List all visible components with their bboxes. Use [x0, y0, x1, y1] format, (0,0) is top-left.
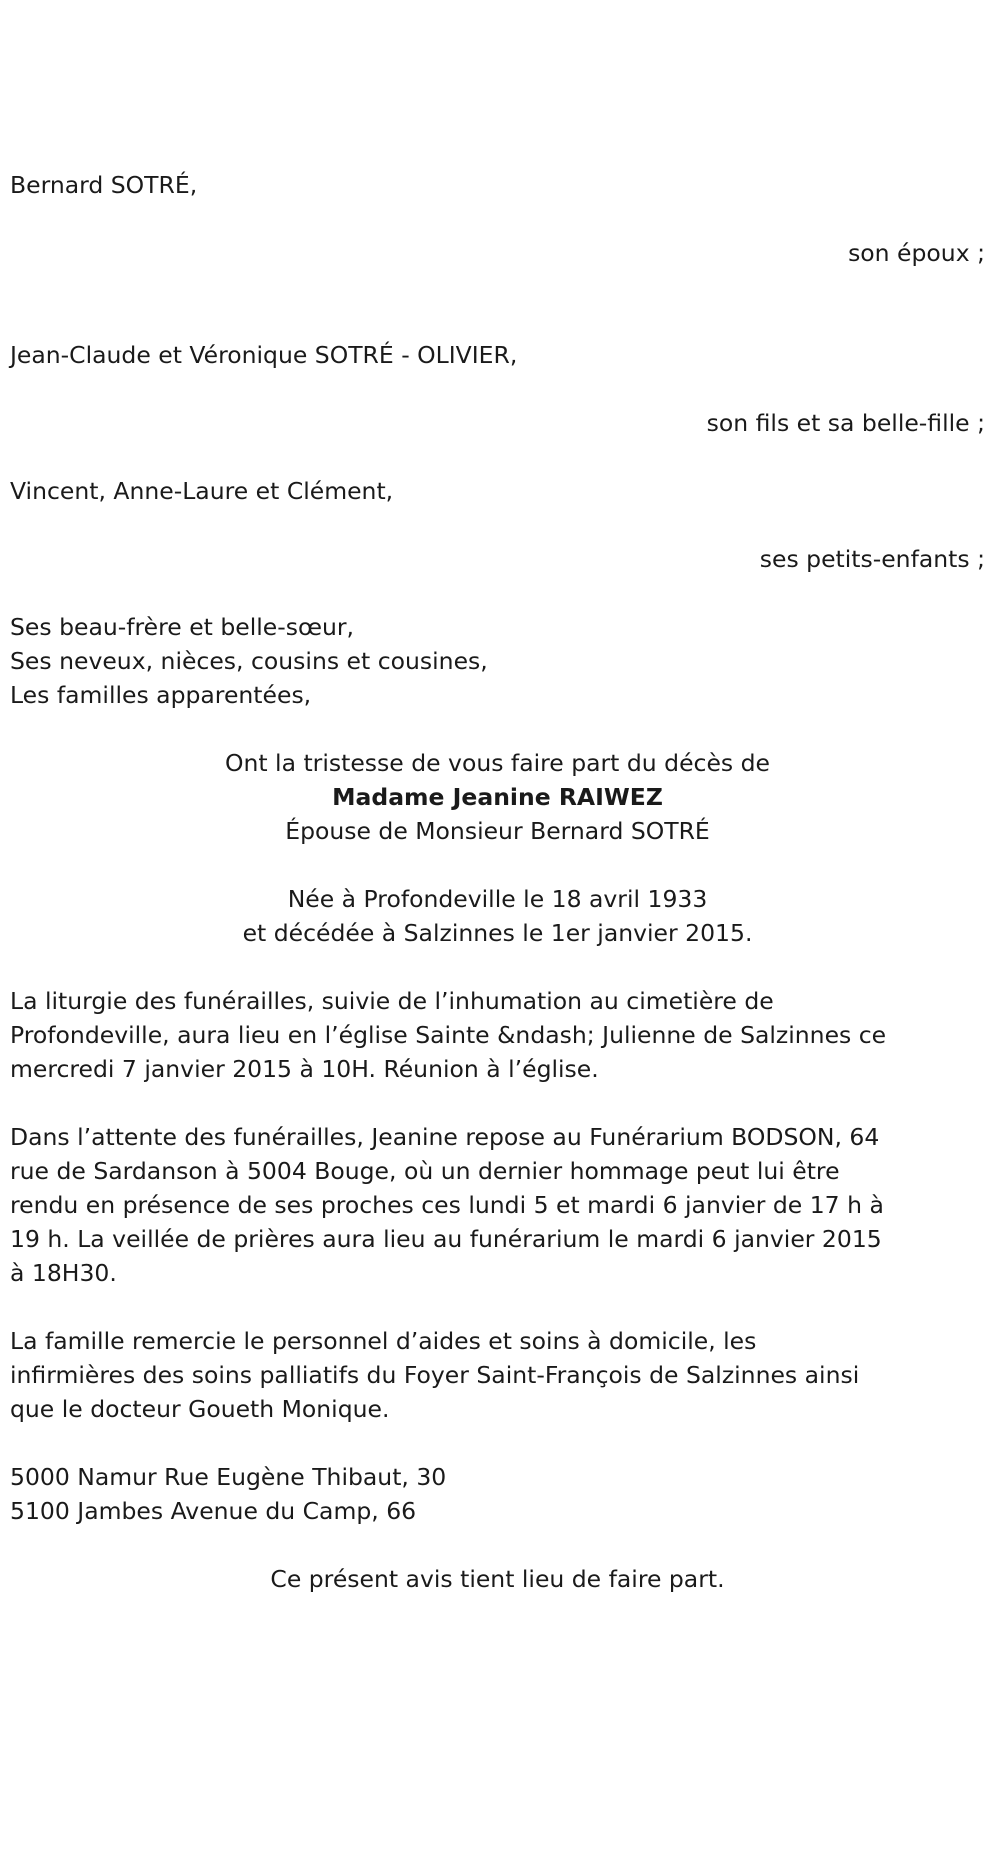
visitation-line: rendu en présence de ses proches ces lundi 5 et mardi 6 janvier de 17 h à	[10, 1191, 884, 1219]
thanks-line: que le docteur Goueth Monique.	[10, 1395, 390, 1423]
thanks-line: infirmières des soins palliatifs du Foyer Saint-François de Salzinnes ainsi	[10, 1361, 860, 1389]
deceased-spouse-line: Épouse de Monsieur Bernard SOTRÉ	[285, 817, 710, 845]
visitation-paragraph	[10, 1120, 985, 1290]
death-info: et décédée à Salzinnes le 1er janvier 2015.	[242, 919, 753, 947]
other-relatives-3: Les familles apparentées,	[10, 681, 312, 709]
son-relation: son fils et sa belle-fille ;	[706, 409, 985, 437]
thanks-paragraph	[10, 1324, 985, 1426]
visitation-line: à 18H30.	[10, 1259, 117, 1287]
birth-info: Née à Profondeville le 18 avril 1933	[287, 885, 708, 913]
other-relatives-1: Ses beau-frère et belle-sœur,	[10, 613, 355, 641]
grandchildren-name: Vincent, Anne-Laure et Clément,	[10, 477, 394, 505]
funeral-line: mercredi 7 janvier 2015 à 10H. Réunion à l’église.	[10, 1055, 599, 1083]
visitation-line: Dans l’attente des funérailles, Jeanine repose au Funérarium BODSON, 64	[10, 1123, 880, 1151]
funeral-line: Profondeville, aura lieu en l’église Sainte &ndash; Julienne de Salzinnes ce	[10, 1021, 887, 1049]
obituary-notice	[10, 168, 985, 1596]
grandchildren-relation: ses petits-enfants ;	[759, 545, 985, 573]
visitation-line: 19 h. La veillée de prières aura lieu au funérarium le mardi 6 janvier 2015	[10, 1225, 882, 1253]
funeral-line: La liturgie des funérailles, suivie de l’inhumation au cimetière de	[10, 987, 774, 1015]
funeral-paragraph	[10, 984, 985, 1086]
announcement-intro: Ont la tristesse de vous faire part du décès de	[224, 749, 770, 777]
deceased-name: Madame Jeanine RAIWEZ	[332, 783, 663, 811]
address-namur: 5000 Namur Rue Eugène Thibaut, 30	[10, 1463, 447, 1491]
son-name: Jean-Claude et Véronique SOTRÉ - OLIVIER,	[10, 341, 518, 369]
spouse-relation: son époux ;	[848, 239, 985, 267]
spouse-name: Bernard SOTRÉ,	[10, 171, 198, 199]
other-relatives-2: Ses neveux, nièces, cousins et cousines,	[10, 647, 488, 675]
visitation-line: rue de Sardanson à 5004 Bouge, où un dernier hommage peut lui être	[10, 1157, 840, 1185]
address-jambes: 5100 Jambes Avenue du Camp, 66	[10, 1497, 417, 1525]
closing-note: Ce présent avis tient lieu de faire part.	[270, 1565, 725, 1593]
thanks-line: La famille remercie le personnel d’aides et soins à domicile, les	[10, 1327, 757, 1355]
